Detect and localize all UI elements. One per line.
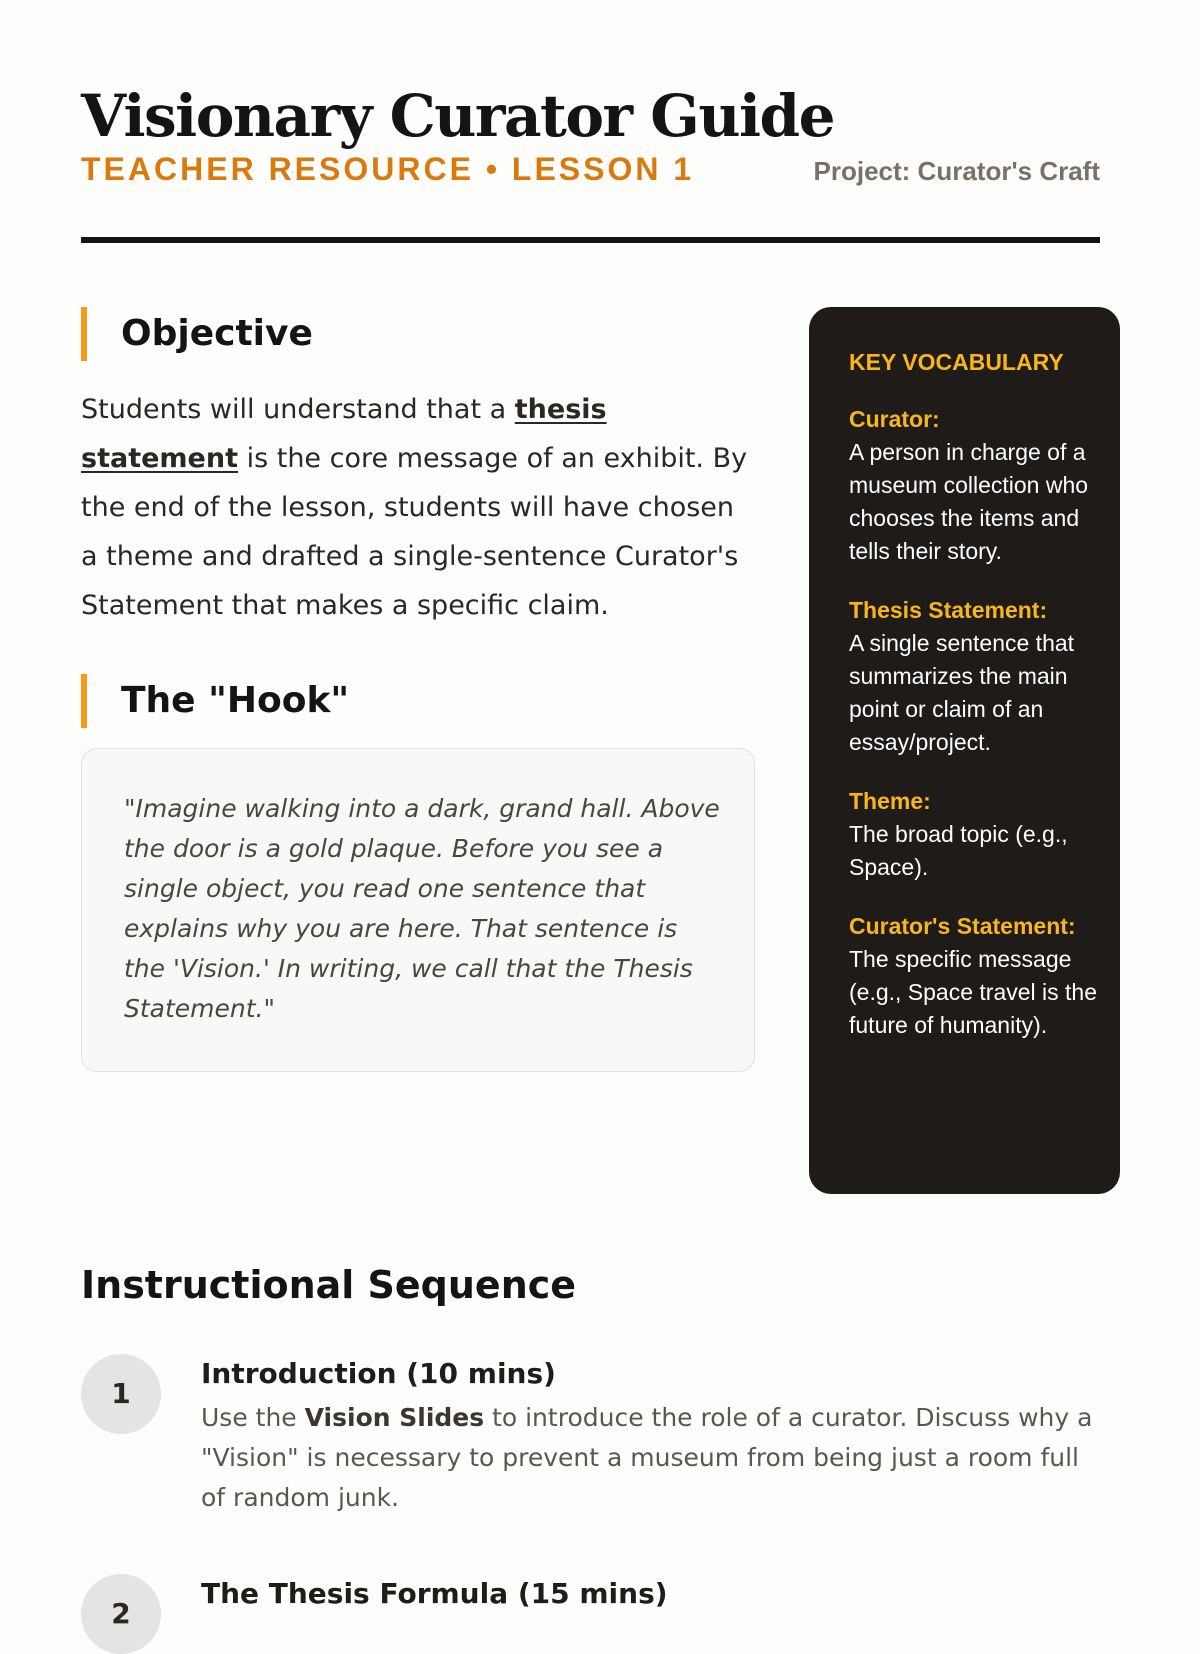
main-content bbox=[81, 307, 1100, 1197]
vocab-term: Curator: bbox=[849, 406, 940, 432]
left-column bbox=[81, 307, 755, 1072]
vocab-definition: The broad topic (e.g., Space). bbox=[849, 821, 1068, 880]
step-title: Introduction (10 mins) bbox=[201, 1357, 556, 1390]
step-description bbox=[201, 1398, 1100, 1518]
vocab-term: Thesis Statement: bbox=[849, 597, 1048, 623]
hook-heading: The "Hook" bbox=[81, 674, 755, 728]
step-body bbox=[201, 1354, 1100, 1518]
project-label: Project: Curator's Craft bbox=[813, 156, 1100, 186]
thesis-statement-term: thesis statement bbox=[81, 394, 607, 474]
sequence-step bbox=[81, 1574, 1100, 1630]
vocabulary-title: KEY VOCABULARY bbox=[849, 349, 1064, 375]
vision-slides-term: Vision Slides bbox=[304, 1403, 485, 1432]
objective-heading: Objective bbox=[81, 307, 755, 361]
page-header bbox=[81, 0, 1100, 243]
vocab-term: Curator's Statement: bbox=[849, 913, 1076, 939]
key-vocabulary-card bbox=[809, 307, 1120, 1194]
vocab-item bbox=[849, 403, 1100, 568]
objective-text-after: is the core message of an exhibit. By the end of the lesson, students will have chosen a theme and drafted a single-sentence Curator's Statement that makes a specific claim. bbox=[81, 443, 748, 621]
vocab-term: Theme: bbox=[849, 788, 931, 814]
page-subtitle: TEACHER RESOURCE • LESSON 1 bbox=[81, 151, 695, 187]
hook-quote: "Imagine walking into a dark, grand hall. Above the door is a gold plaque. Before you see a single object, you read one sentence that explains why you are here. That sentence is the 'Vision.' In writing, we call that the Thesis Statement." bbox=[124, 794, 720, 1023]
step-number-badge: 2 bbox=[81, 1574, 161, 1654]
step-desc-after: to introduce the role of a curator. Discuss why a "Vision" is necessary to prevent a museum from being just a room full of random junk. bbox=[201, 1403, 1093, 1512]
step-desc-before: Use the bbox=[201, 1403, 305, 1432]
step-number-badge: 1 bbox=[81, 1354, 161, 1434]
step-body bbox=[201, 1574, 1100, 1614]
vocab-definition: The specific message (e.g., Space travel is the future of humanity). bbox=[849, 946, 1098, 1038]
page-title: Visionary Curator Guide bbox=[81, 82, 834, 150]
hook-quote-box bbox=[81, 748, 755, 1072]
vocab-definition: A single sentence that summarizes the main point or claim of an essay/project. bbox=[849, 630, 1075, 755]
objective-text bbox=[81, 385, 755, 630]
vocab-definition: A person in charge of a museum collection who chooses the items and tells their story. bbox=[849, 439, 1089, 564]
step-title: The Thesis Formula (15 mins) bbox=[201, 1577, 668, 1610]
vocab-item bbox=[849, 785, 1100, 884]
sequence-step bbox=[81, 1354, 1100, 1514]
vocab-item bbox=[849, 910, 1100, 1042]
instructional-sequence-heading: Instructional Sequence bbox=[81, 1263, 577, 1307]
vocab-item bbox=[849, 594, 1100, 759]
objective-text-before: Students will understand that a bbox=[81, 394, 515, 425]
